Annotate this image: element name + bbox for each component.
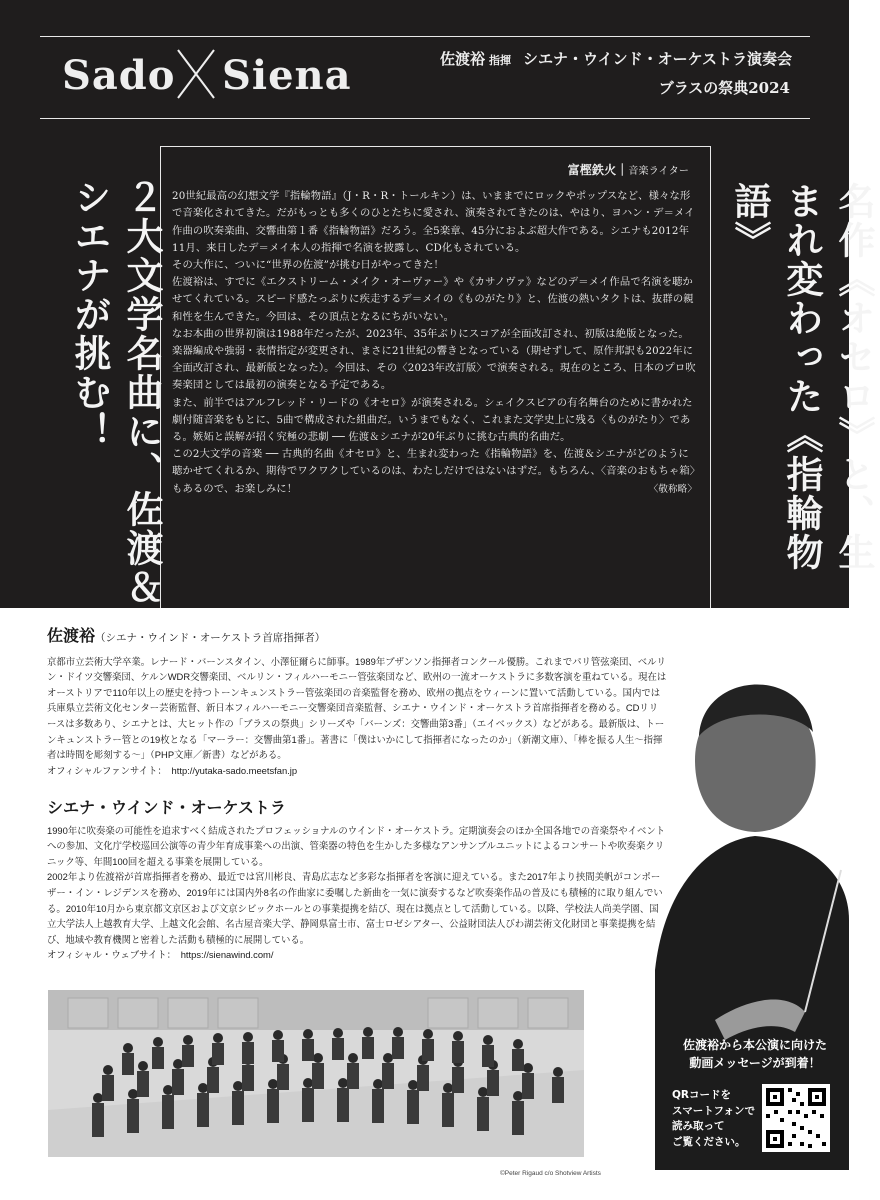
video-promo	[670, 1036, 840, 1148]
bio-sado	[47, 628, 667, 778]
article-paragraph	[172, 446, 697, 498]
bio-sado-site	[47, 763, 667, 779]
headline-left: ２大文学名曲に、佐渡＆シエナが挑む！	[68, 178, 164, 607]
conductor-role: 指揮	[489, 54, 512, 67]
author-name: 富樫鉄火	[567, 163, 617, 177]
promo-message	[670, 1036, 840, 1072]
article	[172, 162, 697, 598]
qr-code-icon	[762, 1084, 830, 1152]
orchestra-image	[48, 990, 584, 1157]
article-paragraph: その大作に、ついに“世界の佐渡”が挑む日がやってきた！	[172, 259, 444, 272]
qr-instruction-line-1: QRコードを	[672, 1089, 732, 1101]
bio-sado-site-label: オフィシャルファンサイト：	[47, 764, 163, 776]
bio-sado-subtitle: （シエナ・ウインド・オーケストラ首席指揮者）	[95, 632, 326, 644]
promo-message-line-1: 佐渡裕から本公演に向けた	[682, 1038, 827, 1052]
bio-sado-name: 佐渡裕	[47, 626, 96, 645]
sign-off: 〈敬称略〉	[648, 483, 697, 495]
logo	[62, 46, 362, 102]
concert-header	[440, 48, 800, 98]
article-paragraph: 佐渡裕は、すでに《エクストリーム・メイク・オーヴァー》や《カサノヴァ》などのデ＝メイ作品で名演を聴かせてくれている。スピード感たっぷりに疾走するデ＝メイの《ものがたり》と、佐渡の熱いタクトは、抜群の親和性を生んできた。今回は、その頂点となるにちがいない。	[172, 276, 694, 323]
bio-sado-text: 京都市立芸術大学卒業。レナード・バーンスタイン、小澤征爾らに師事。1989年ブザンソン指揮者コンクール優勝。これまでパリ管弦楽団、ベルリン・ドイツ交響楽団、ケルンWDR交響楽団、ベルリン・フィルハーモニー管弦楽団など、欧州の一流オーケストラに多数客演を重ねている。現在はオーストリアで110年以上の歴史を持つトーンキュンストラー管弦楽団の音楽監督を務め、欧州の拠点をウィーンに置いて活動している。国内では兵庫県立芸術文化センター芸術監督、新日本フィルハーモニー交響楽団音楽監督、シエナ・ウインド・オーケストラ首席指揮者を務める。CDリリースは多数あり、シエナとは、大ヒット作の「ブラスの祭典」シリーズや「バーンズ：交響曲第3番」（エイベックス）などがある。最新版は、トーンキュンストラー管との19枚となる「マーラー：交響曲第1番」。著書に「僕はいかにして指揮者になったのか」（新潮文庫）、「棒を振る人生〜指揮者は時間を彫刻する〜」（PHP文庫／新書）などがある。	[47, 655, 667, 761]
article-last-text: この2大文学の音楽 ── 古典的名曲《オセロ》と、生まれ変わった《指輪物語》を、佐渡＆シエナがどのように聴かせてくれるか、期待でワクワクしているのは、わたしだけではないはずだ。もちろん、〈音楽のおもちゃ箱〉もあるので、お楽しみに！	[172, 448, 696, 495]
bio-sado-heading	[47, 628, 667, 647]
festival-title: ブラスの祭典2024	[658, 79, 790, 97]
conductor-name: 佐渡裕	[440, 50, 486, 68]
concert-title: シエナ・ウインド・オーケストラ演奏会	[523, 50, 792, 68]
bio-siena-text-2: 2002年より佐渡裕が首席指揮者を務め、最近では宮川彬良、青島広志など多彩な指揮者を客演に迎えている。また2017年より挟間美帆がコンポーザー・イン・レジデンスを務め、2019年には国内外8名の作曲家に委嘱した新曲を一気に演奏するなど吹奏楽作品の普及にも積極的に取り組んでいる。2010年10月から東京都文京区および文京シビックホールとの事業提携を結び、現在は拠点として活動している。以降、学校法人尚美学園、国立大学法人上越教育大学、上越文化会館、名古屋音楽大学、静岡県富士市、富士ロゼシアター、公益財団法人びわ湖芸術文化財団と事業提携を結び、地域や教育機関と密着した活動も積極的に展開している。	[47, 871, 663, 945]
cross-icon	[174, 46, 218, 102]
bio-sado-site-link[interactable]: http://yutaka-sado.meetsfan.jp	[171, 764, 298, 776]
headline-right: 名作《オセロ》と、生まれ変わった《指輪物語》	[728, 182, 876, 572]
qr-instruction-line-2: スマートフォンで	[672, 1104, 755, 1117]
bio-siena-site	[47, 947, 667, 963]
bio-siena-site-label: オフィシャル・ウェブサイト：	[47, 949, 172, 961]
article-paragraph: 20世紀最高の幻想文学『指輪物語』（J・R・R・トールキン）は、いままでにロックやポップスなど、様々な形で音楽化されてきた。だがもっとも多くのひとたちに愛され、演奏されてきたのは、やはり、ヨハン・デ＝メイ作曲の吹奏楽曲、交響曲第１番《指輪物語》だろう。全5楽章、45分におよぶ超大作である。シエナも2012年11月、来日したデ＝メイ本人の指揮で名演を披露し、CD化もされている。	[172, 190, 695, 254]
bio-siena-site-link[interactable]: https://sienawind.com/	[180, 949, 274, 961]
article-paragraph: また、前半ではアルフレッド・リードの《オセロ》が演奏される。シェイクスピアの有名舞台のために書かれた劇付随音楽をもとに、5曲で構成された組曲だ。いうまでもなく、これまた文学史上に残る〈ものがたり〉である。嫉妬と誤解が招く究極の悲劇 ── 佐渡＆シエナが20年ぶりに挑む古典的名曲だ。	[172, 396, 693, 444]
article-author: 富樫鉄火｜音楽ライター	[567, 163, 689, 177]
article-frame-top	[160, 146, 710, 147]
article-paragraph: なお本曲の世界初演は1988年だったが、2023年、35年ぶりにスコアが全面改訂され、初版は絶版となった。楽器編成や強弱・表情指定が変更され、まさに21世紀の響きとなっている（期せずして、原作邦訳も2022年に全面改訂され、最新版となった）。今回は、その〈2023年改訂版〉で演奏される。現在のところ、日本のプロ吹奏楽団としては最初の演奏となる予定である。	[172, 327, 696, 392]
qr-instruction	[672, 1088, 755, 1150]
bio-siena-text-1: 1990年に吹奏楽の可能性を追求すべく結成されたプロフェッショナルのウインド・オーケストラ。定期演奏会のほか全国各地での音楽祭やイベントへの参加、文化庁学校巡回公演等の青少年育成事業への出演、管楽器の特色を生かした多様なアンサンブルユニットによるコンサートや吹奏楽クリニック等、年間100回を超える事業を展開している。	[47, 824, 666, 867]
photo-credit: ©Peter Rigaud c/o Shotview Artists	[500, 1170, 601, 1177]
bio-siena-name: シエナ・ウインド・オーケストラ	[47, 798, 286, 817]
qr-code[interactable]	[762, 1084, 830, 1152]
orchestra-photo	[48, 990, 584, 1157]
logo-siena: Siena	[222, 52, 352, 99]
logo-sado: Sado	[62, 52, 176, 99]
qr-instruction-line-3: 読み取って	[672, 1120, 725, 1132]
frame-line-top	[40, 36, 810, 37]
author-role: 音楽ライター	[628, 166, 689, 177]
article-frame-right	[710, 146, 711, 608]
qr-instruction-line-4: ご覧ください。	[672, 1135, 746, 1148]
frame-line-mid	[40, 118, 810, 119]
promo-message-line-2: 動画メッセージが到着！	[689, 1056, 821, 1070]
bio-siena	[47, 800, 667, 963]
